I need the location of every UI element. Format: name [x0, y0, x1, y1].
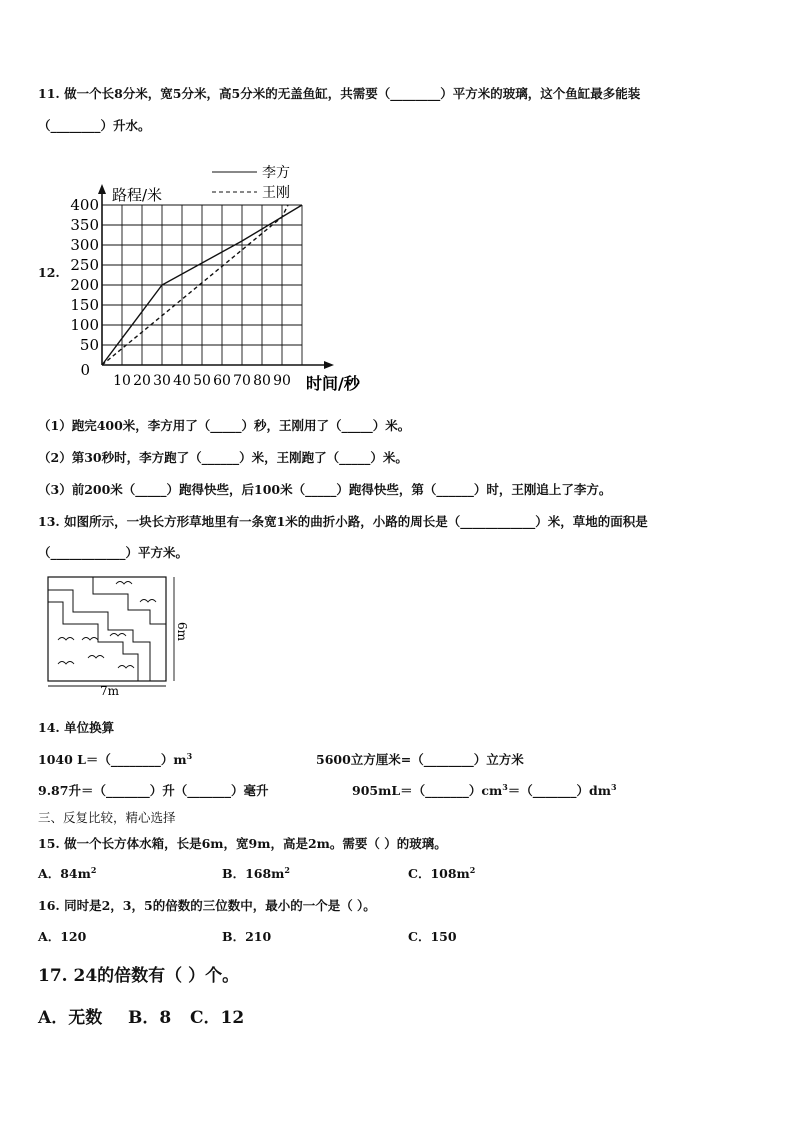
y-tick-label: 200: [70, 276, 99, 294]
q14-d: $905mL=(\_\_\_\_\_\_\_)cm^3=(\_\_\_\_\_\_\_)dm^3$: [352, 781, 617, 798]
x-tick-label: 10: [113, 373, 131, 389]
q11-line1: 11. 做一个长8分米，宽5分米，高5分米的无盖鱼缸，共需要（________）平方米的玻璃，这个鱼缸最多能装: [38, 86, 641, 101]
x-axis-label: 时间/秒: [306, 374, 360, 393]
x-tick-label: 90: [273, 373, 291, 389]
x-tick-label: 80: [253, 373, 271, 389]
x-tick-label: 40: [173, 373, 191, 389]
lawn-path-figure: [38, 572, 198, 697]
path-edge-lower: [48, 602, 138, 681]
y-tick-label: 350: [70, 216, 99, 234]
q14-b: 5600立方厘米=（________）立方米: [316, 752, 524, 767]
height-label: 6m: [175, 622, 189, 642]
q17-stem: 17. 24的倍数有（ ）个。: [38, 966, 240, 986]
x-tick-label: 50: [193, 373, 211, 389]
q16-stem: 16. 同时是2，3，5的倍数的三位数中，最小的一个是（ ）。: [38, 898, 376, 913]
x-tick-label: 30: [153, 373, 171, 389]
q14-c: 9.87升＝（_______）升（_______）毫升: [38, 783, 269, 798]
q12-sub1: （1）跑完400米，李方用了（_____）秒，王刚用了（_____）米。: [38, 418, 411, 433]
chart-axes: [98, 184, 334, 369]
x-tick-label: 60: [213, 373, 231, 389]
y-axis-arrow: [98, 184, 106, 194]
y-tick-label: 150: [70, 296, 99, 314]
q17-option-c[interactable]: C．12: [190, 1008, 245, 1028]
x-tick-label: 70: [233, 373, 251, 389]
y-tick-label: 100: [70, 316, 99, 334]
q12-number: 12.: [38, 265, 60, 280]
y-axis-label: 路程/米: [112, 186, 163, 204]
x-tick-label: 20: [133, 373, 151, 389]
q16-option-b[interactable]: B．210: [222, 929, 272, 944]
legend-label: 李方: [262, 165, 290, 181]
q15-stem: 15. 做一个长方体水箱，长是6m，宽9m，高是2m。需要（ ）的玻璃。: [38, 836, 447, 851]
legend-label: 王刚: [262, 185, 290, 201]
q15-option-b[interactable]: B．$168m^2$: [222, 864, 290, 881]
origin-label: 0: [80, 361, 90, 379]
q13-line1: 13. 如图所示，一块长方形草地里有一条宽1米的曲折小路，小路的周长是（____________）米，草地的面积是: [38, 514, 648, 529]
width-label: 7m: [100, 684, 120, 697]
lawn-rect: [48, 577, 166, 681]
q17-option-a[interactable]: A．无数: [38, 1008, 103, 1028]
x-axis-arrow: [324, 361, 334, 369]
q14-title: 14. 单位换算: [38, 720, 115, 735]
q15-option-c[interactable]: C．$108m^2$: [408, 864, 476, 881]
q17-option-b[interactable]: B．8: [128, 1008, 172, 1028]
q14-a: 1040 $L=(\_\_\_\_\_\_\_\_)m^3$: [38, 750, 193, 767]
q12-sub3: （3）前200米（_____）跑得快些，后100米（_____）跑得快些，第（______）时，王刚追上了李方。: [38, 482, 612, 497]
q16-option-c[interactable]: C．150: [408, 929, 457, 944]
q15-option-a[interactable]: A．$84m^2$: [38, 864, 97, 881]
y-tick-label: 400: [70, 196, 99, 214]
chart-legend: [212, 164, 290, 201]
q16-option-a[interactable]: A．120: [38, 929, 87, 944]
q11-line2: （________）升水。: [38, 118, 151, 133]
section-three-heading: 三、反复比较，精心选择: [38, 810, 176, 825]
y-tick-label: 250: [70, 256, 99, 274]
distance-time-chart: [62, 160, 372, 395]
y-tick-label: 300: [70, 236, 99, 254]
q12-sub2: （2）第30秒时，李方跑了（______）米，王刚跑了（_____）米。: [38, 450, 408, 465]
y-tick-label: 50: [79, 336, 99, 354]
q13-line2: （____________）平方米。: [38, 545, 189, 560]
chart-ticks: [70, 186, 360, 393]
